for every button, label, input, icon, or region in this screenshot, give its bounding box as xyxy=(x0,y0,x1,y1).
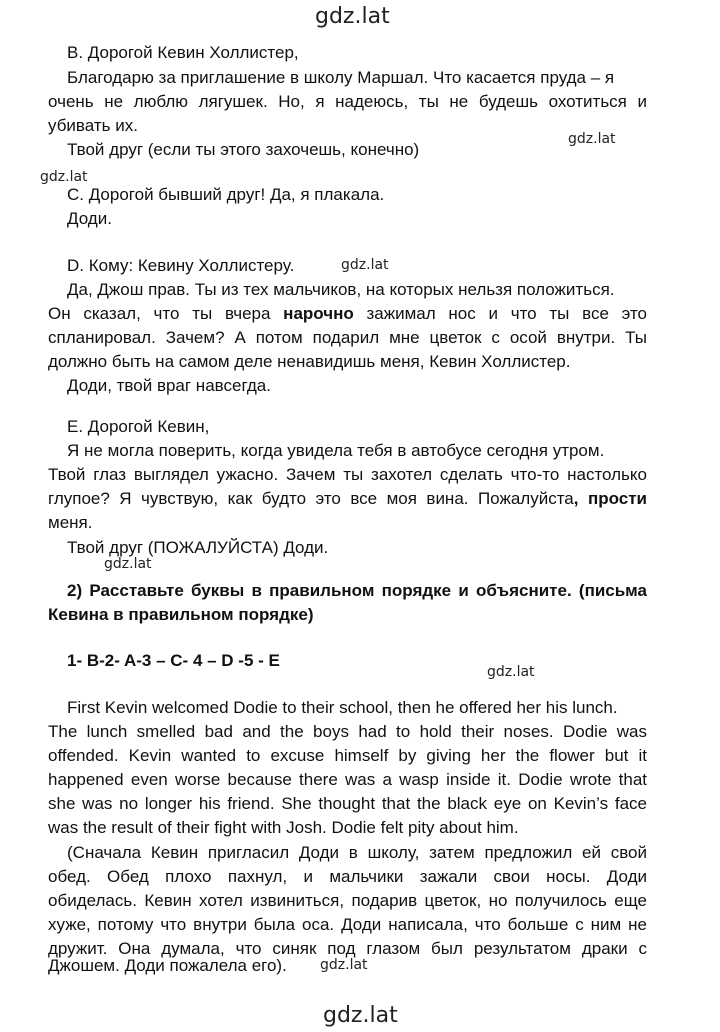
letter-d-line xyxy=(48,303,647,325)
english-line: happened even worse because there was a wasp inside it. Dodie wrote that xyxy=(48,770,647,789)
watermark-small: gdz.lat xyxy=(487,664,535,680)
letter-d-line: спланировал. Зачем? А потом подарил мне цветок с осой внутри. Ты xyxy=(48,328,647,347)
watermark-small: gdz.lat xyxy=(104,556,152,572)
letter-e-signature: Твой друг (ПОЖАЛУЙСТА) Доди. xyxy=(67,538,329,557)
letter-e-line: Я не могла поверить, когда увидела тебя в автобусе сегодня утром. xyxy=(67,441,605,460)
english-line: The lunch smelled bad and the boys had to hold their noses. Dodie was xyxy=(48,722,647,741)
letter-c-line: C. Дорогой бывший друг! Да, я плакала. xyxy=(67,185,385,204)
task-heading: 2) Расставьте буквы в правильном порядке и объясните. (письма xyxy=(67,581,647,600)
russian-line: хуже, потому что внутри была оса. Доди написала, что больше с ним не xyxy=(48,915,647,934)
letter-e-line: Твой глаз выглядел ужасно. Зачем ты захотел сделать что-то настолько xyxy=(48,465,647,484)
letter-b-greeting: B. Дорогой Кевин Холлистер, xyxy=(67,43,299,62)
letter-d-line: должно быть на самом деле ненавидишь меня, Кевин Холлистер. xyxy=(48,352,571,371)
letter-e-line-text: глупое? Я чувствую, как будто это все моя вина. Пожалуйста xyxy=(48,489,574,508)
watermark-small: gdz.lat xyxy=(320,957,368,973)
letter-e-greeting: E. Дорогой Кевин, xyxy=(67,417,210,436)
letter-d-signature: Доди, твой враг навсегда. xyxy=(67,376,271,395)
watermark-small: gdz.lat xyxy=(568,131,616,147)
english-line: she was no longer his friend. She thought that the black eye on Kevin’s face xyxy=(48,794,647,813)
letter-b-signature: Твой друг (если ты этого захочешь, конечно) xyxy=(67,140,420,159)
watermark-bottom: gdz.lat xyxy=(323,1003,398,1028)
watermark-top: gdz.lat xyxy=(315,4,390,29)
emphasis-word: , прости xyxy=(573,489,647,508)
letter-d-line-text: зажимал нос и что ты все это xyxy=(353,304,648,323)
english-line: was the result of their fight with Josh. Dodie felt pity about him. xyxy=(48,818,519,837)
russian-line: Джошем. Доди пожалела его). xyxy=(48,956,287,975)
emphasis-word: нарочно xyxy=(283,304,354,323)
letter-d-line: Да, Джош прав. Ты из тех мальчиков, на которых нельзя положиться. xyxy=(67,280,615,299)
russian-line: (Сначала Кевин пригласил Доди в школу, затем предложил ей свой xyxy=(67,843,647,862)
letter-c-signature: Доди. xyxy=(67,209,112,228)
letter-b-line: очень не люблю лягушек. Но, я надеюсь, ты не будешь охотиться и xyxy=(48,92,647,111)
english-line: offended. Kevin wanted to excuse himself by giving her the flower but it xyxy=(48,746,647,765)
letter-b-line: Благодарю за приглашение в школу Маршал. Что касается пруда – я xyxy=(67,68,615,87)
english-line: First Kevin welcomed Dodie to their school, then he offered her his lunch. xyxy=(67,698,618,717)
letter-d-greeting: D. Кому: Кевину Холлистеру. xyxy=(67,256,295,275)
letter-e-line: меня. xyxy=(48,513,93,532)
task-heading: Кевина в правильном порядке) xyxy=(48,605,314,624)
letter-d-line-text: Он сказал, что ты вчера xyxy=(48,304,284,323)
task-answer: 1- B-2- A-3 – C- 4 – D -5 - E xyxy=(67,651,280,670)
russian-line: дружит. Она думала, что синяк под глазом был результатом драки с xyxy=(48,939,647,958)
watermark-small: gdz.lat xyxy=(341,257,389,273)
letter-b-line: убивать их. xyxy=(48,116,138,135)
letter-e-line xyxy=(48,488,647,510)
russian-line: обиделась. Кевин хотел извиниться, подарив цветок, но получилось еще xyxy=(48,891,647,910)
russian-line: обед. Обед плохо пахнул, и мальчики зажали свои носы. Доди xyxy=(48,867,647,886)
watermark-small: gdz.lat xyxy=(40,169,88,185)
